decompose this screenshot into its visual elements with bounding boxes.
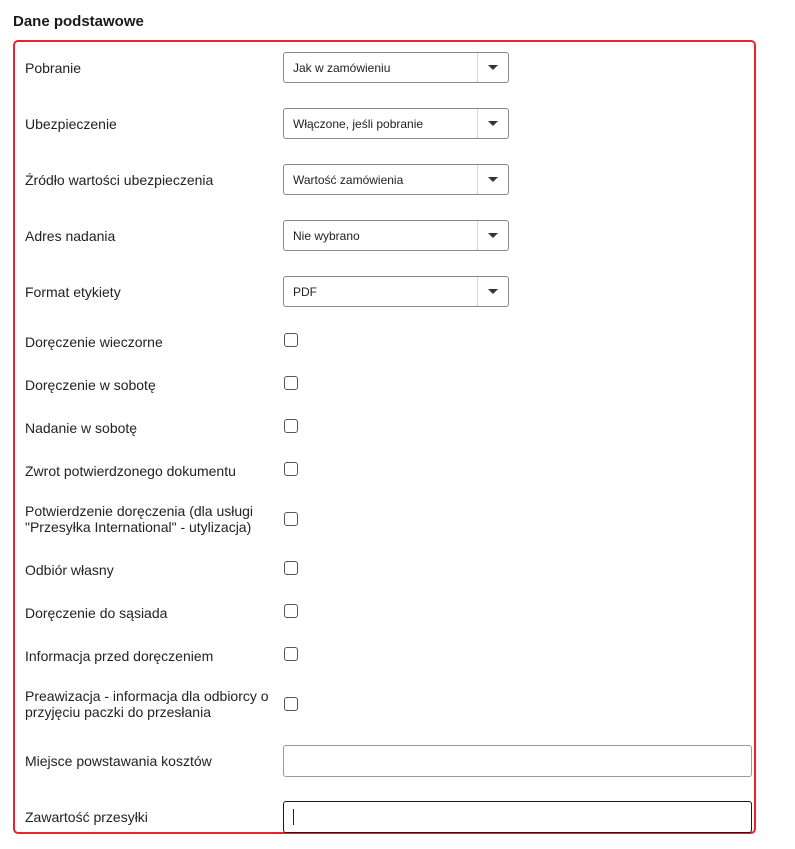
pobranie-label: Pobranie: [25, 60, 82, 76]
sender-address-label: Adres nadania: [25, 228, 116, 244]
select-divider: [477, 53, 478, 82]
pobranie-select[interactable]: [283, 52, 509, 83]
document-return-checkbox[interactable]: [284, 462, 298, 476]
saturday-dispatch-checkbox[interactable]: [284, 419, 298, 433]
pre-delivery-info-label: Informacja przed doręczeniem: [25, 648, 214, 664]
label-format-select-value: PDF: [293, 285, 317, 299]
text-cursor: [293, 809, 294, 825]
select-divider: [477, 221, 478, 250]
label-format-label: Format etykiety: [25, 284, 121, 300]
label-format-select[interactable]: [283, 276, 509, 307]
delivery-confirmation-label: Potwierdzenie doręczenia (dla usługi "Przesyłka International" - utylizacja): [25, 503, 254, 535]
insurance-source-select[interactable]: [283, 164, 509, 195]
shipment-contents-label: Zawartość przesyłki: [25, 809, 148, 825]
section-title: Dane podstawowe: [13, 13, 144, 30]
saturday-dispatch-label: Nadanie w sobotę: [25, 420, 138, 436]
cost-center-label: Miejsce powstawania kosztów: [25, 753, 212, 769]
document-return-label: Zwrot potwierdzonego dokumentu: [25, 463, 236, 479]
saturday-delivery-checkbox[interactable]: [284, 376, 298, 390]
evening-delivery-label: Doręczenie wieczorne: [25, 334, 163, 350]
ubezpieczenie-label: Ubezpieczenie: [25, 116, 117, 132]
neighbor-delivery-label: Doręczenie do sąsiada: [25, 605, 168, 621]
self-pickup-label: Odbiór własny: [25, 562, 114, 578]
delivery-confirmation-checkbox[interactable]: [284, 512, 298, 526]
ubezpieczenie-select-value: Włączone, jeśli pobranie: [293, 117, 424, 131]
insurance-source-label: Źródło wartości ubezpieczenia: [25, 172, 214, 188]
select-divider: [477, 109, 478, 138]
chevron-down-icon: [488, 289, 498, 294]
shipment-contents-input[interactable]: [283, 801, 752, 833]
insurance-source-select-value: Wartość zamówienia: [293, 173, 404, 187]
chevron-down-icon: [488, 177, 498, 182]
sender-address-select[interactable]: [283, 220, 509, 251]
chevron-down-icon: [488, 65, 498, 70]
ubezpieczenie-select[interactable]: [283, 108, 509, 139]
pre-advice-checkbox[interactable]: [284, 697, 298, 711]
self-pickup-checkbox[interactable]: [284, 561, 298, 575]
chevron-down-icon: [488, 121, 498, 126]
chevron-down-icon: [488, 233, 498, 238]
evening-delivery-checkbox[interactable]: [284, 333, 298, 347]
select-divider: [477, 165, 478, 194]
sender-address-select-value: Nie wybrano: [293, 229, 360, 243]
saturday-delivery-label: Doręczenie w sobotę: [25, 377, 156, 393]
pre-advice-label: Preawizacja - informacja dla odbiorcy o przyjęciu paczki do przesłania: [25, 688, 269, 720]
select-divider: [477, 277, 478, 306]
neighbor-delivery-checkbox[interactable]: [284, 604, 298, 618]
cost-center-input[interactable]: [283, 745, 752, 777]
pobranie-select-value: Jak w zamówieniu: [293, 61, 391, 75]
pre-delivery-info-checkbox[interactable]: [284, 647, 298, 661]
